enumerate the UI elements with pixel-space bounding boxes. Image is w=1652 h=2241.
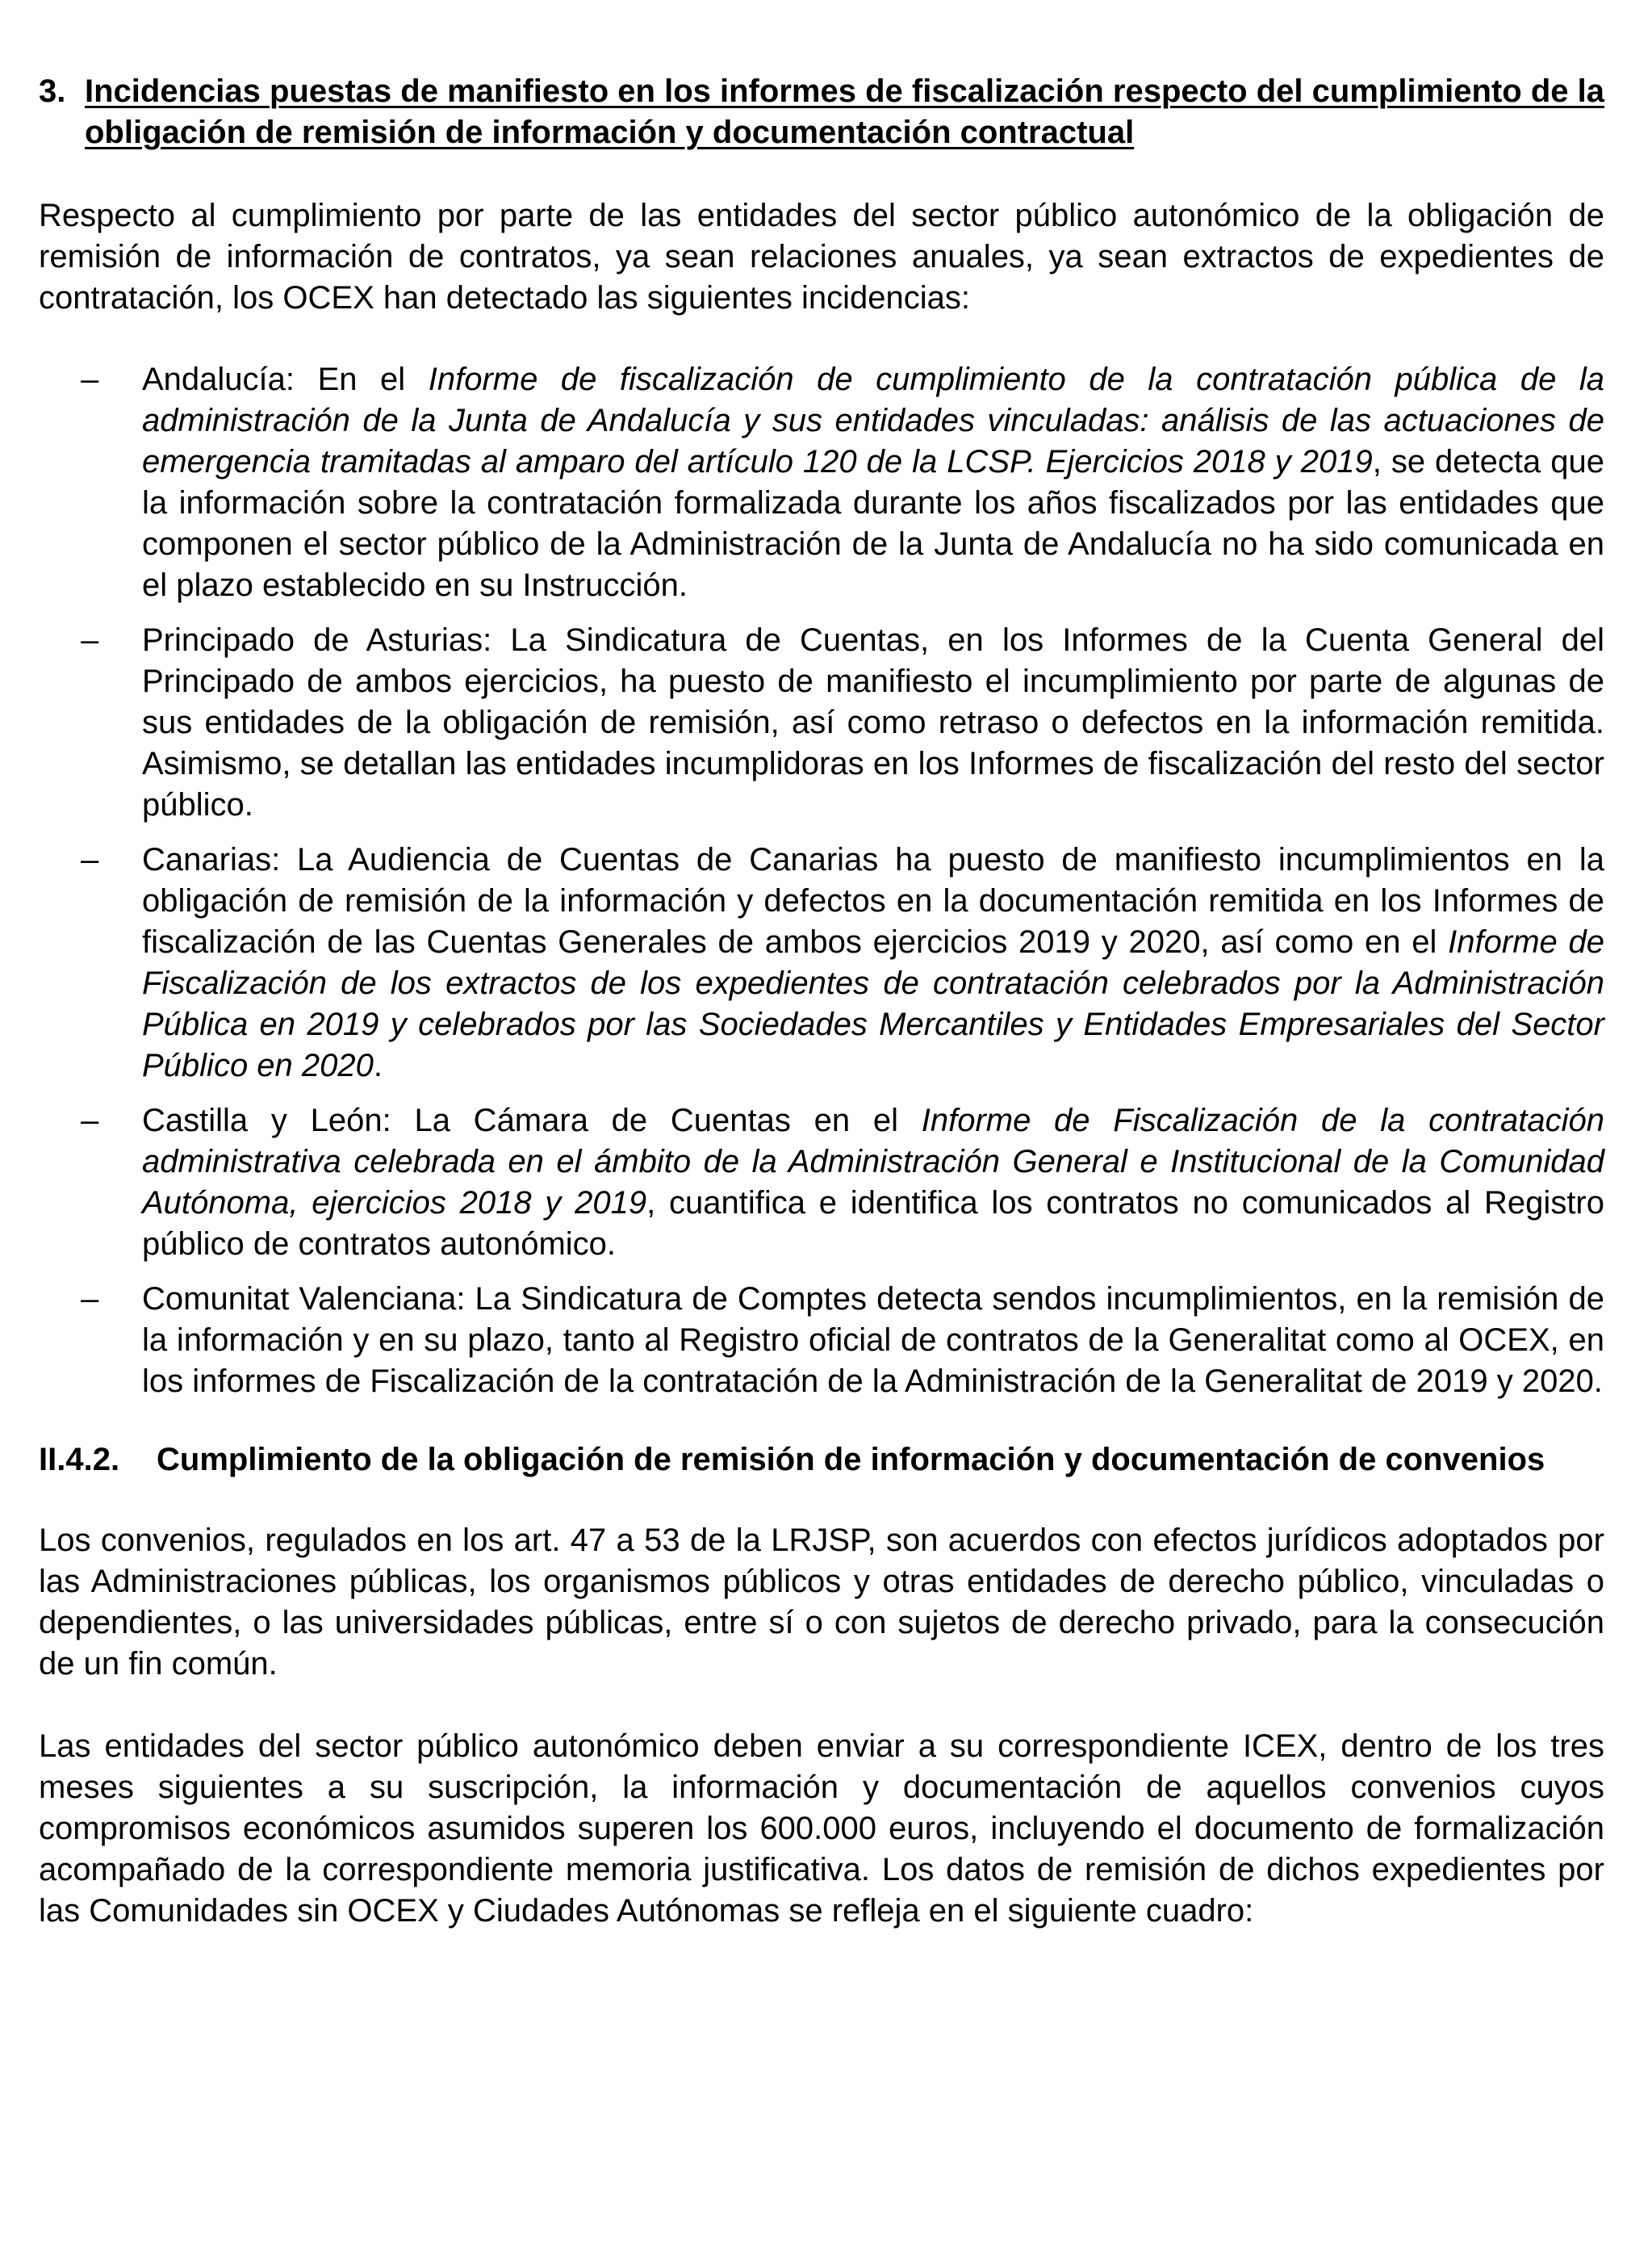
section-3-heading xyxy=(39,71,1604,153)
section-ii42-heading xyxy=(39,1439,1604,1481)
incidencias-list xyxy=(39,359,1604,1402)
list-item-castilla-leon xyxy=(39,1100,1604,1265)
report-title: Informe de fiscalización de cumplimiento de la contratación pública de la administración de la Junta de Andalucía y sus entidades vinculadas: análisis de las actuaciones de emergencia tramitadas al amparo del artículo 120 de la LCSP. Ejercicios 2018 y 2019 xyxy=(142,362,1605,480)
list-bullet: – xyxy=(81,362,99,397)
intro-paragraph: Respecto al cumplimiento por parte de las entidades del sector público autonómico de la obligación de remisión de información de contratos, ya sean relaciones anuales, ya sean extractos de expedientes de contratación, los OCEX han detectado las siguientes incidencias: xyxy=(39,198,1604,316)
document-page xyxy=(39,71,1604,1932)
convenios-definition-paragraph: Los convenios, regulados en los art. 47 a 53 de la LRJSP, son acuerdos con efectos jurídicos adoptados por las Administraciones públicas, los organismos públicos y otras entidades de derecho público, vinculadas o dependientes, o las universidades públicas, entre sí o con sujetos de derecho privado, para la consecución de un fin común. xyxy=(39,1523,1604,1682)
list-item-text: Principado de Asturias: La Sindicatura de Cuentas, en los Informes de la Cuenta General del Principado de ambos ejercicios, ha puesto de manifiesto el incumplimiento por parte de algunas de sus entidades de la obligación de remisión, así como retraso o defectos en la información remitida. Asimismo, se detallan las entidades incumplidoras en los Informes de fiscalización del resto del sector público. xyxy=(142,622,1604,823)
list-item-asturias xyxy=(39,620,1604,826)
list-bullet: – xyxy=(81,1281,99,1317)
list-bullet: – xyxy=(81,622,99,658)
list-item-valenciana xyxy=(39,1279,1604,1402)
section-ii42-number: II.4.2. xyxy=(39,1442,120,1477)
list-item-text: Castilla y León: La Cámara de Cuentas en el Informe de Fiscalización de la contratación administrativa celebrada en el ámbito de la Administración General e Institucional de la Comunidad Autónoma, ejercicios 2018 y 2019, cuantifica e identifica los contratos no comunicados al Registro público de contratos autonómico. xyxy=(142,1103,1604,1262)
list-bullet: – xyxy=(81,1103,99,1138)
report-title: Informe de Fiscalización de la contratación administrativa celebrada en el ámbito de la Administración General e Institucional de la Comunidad Autónoma, ejercicios 2018 y 2019 xyxy=(142,1103,1604,1221)
list-item-text: Canarias: La Audiencia de Cuentas de Canarias ha puesto de manifiesto incumplimientos en la obligación de remisión de la información y defectos en la documentación remitida en los Informes de fiscalización de las Cuentas Generales de ambos ejercicios 2019 y 2020, así como en el Informe de Fiscalización de los extractos de los expedientes de contratación celebrados por la Administración Pública en 2019 y celebrados por las Sociedades Mercantiles y Entidades Empresariales del Sector Público en 2020. xyxy=(142,842,1604,1083)
list-item-canarias xyxy=(39,840,1604,1087)
report-title: Informe de Fiscalización de los extractos de los expedientes de contratación celebrados por la Administración Pública en 2019 y celebrados por las Sociedades Mercantiles y Entidades Empresariales del Sector Público en 2020 xyxy=(142,924,1604,1083)
section-3-number: 3. xyxy=(39,73,66,109)
section-ii42-title: Cumplimiento de la obligación de remisión de información y documentación de convenios xyxy=(157,1442,1545,1477)
section-3-title: Incidencias puestas de manifiesto en los informes de fiscalización respecto del cumplimiento de la obligación de remisión de información y documentación contractual xyxy=(85,73,1604,150)
list-item-text: Comunitat Valenciana: La Sindicatura de Comptes detecta sendos incumplimientos, en la remisión de la información y en su plazo, tanto al Registro oficial de contratos de la Generalitat como al OCEX, en los informes de Fiscalización de la contratación de la Administración de la Generalitat de 2019 y 2020. xyxy=(142,1281,1604,1399)
list-item-andalucia xyxy=(39,359,1604,606)
list-bullet: – xyxy=(81,842,99,878)
list-item-text: Andalucía: En el Informe de fiscalización de cumplimiento de la contratación pública de la administración de la Junta de Andalucía y sus entidades vinculadas: análisis de las actuaciones de emergencia tramitadas al amparo del artículo 120 de la LCSP. Ejercicios 2018 y 2019, se detecta que la información sobre la contratación formalizada durante los años fiscalizados por las entidades que componen el sector público de la Administración de la Junta de Andalucía no ha sido comunicada en el plazo establecido en su Instrucción. xyxy=(142,362,1605,603)
convenios-remision-paragraph: Las entidades del sector público autonómico deben enviar a su correspondiente ICEX, dentro de los tres meses siguientes a su suscripción, la información y documentación de aquellos convenios cuyos compromisos económicos asumidos superen los 600.000 euros, incluyendo el documento de formalización acompañado de la correspondiente memoria justificativa. Los datos de remisión de dichos expedientes por las Comunidades sin OCEX y Ciudades Autónomas se refleja en el siguiente cuadro: xyxy=(39,1728,1604,1929)
